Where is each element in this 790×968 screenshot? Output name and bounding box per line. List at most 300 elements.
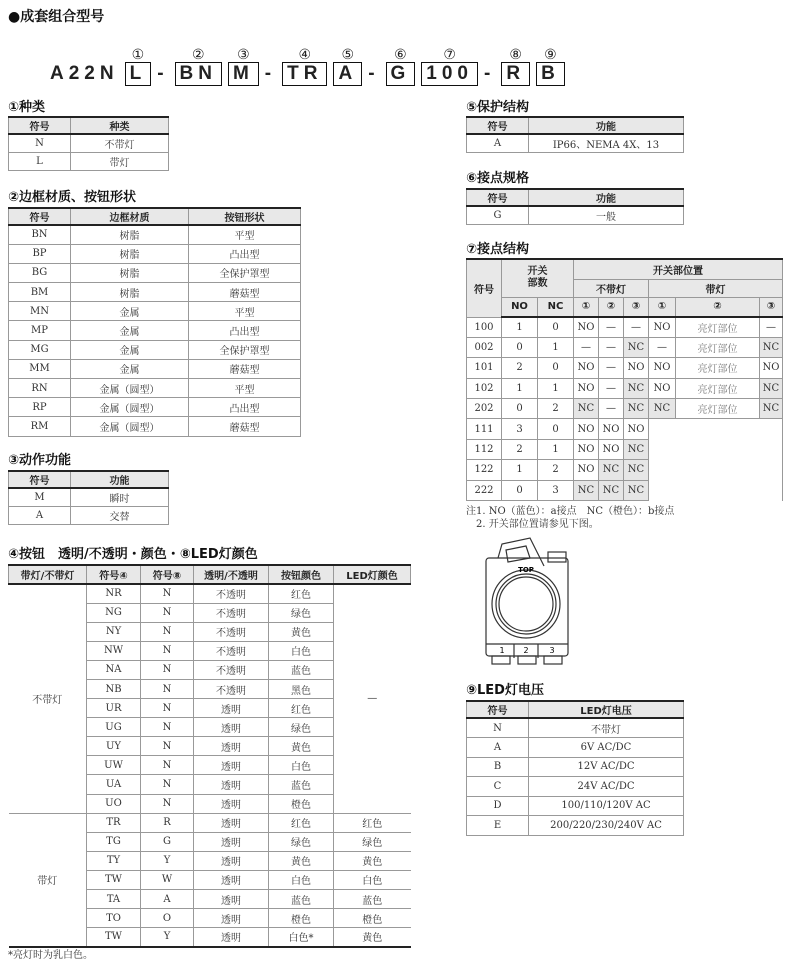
table-cell: 0 [502, 399, 538, 419]
terminal-label: 1 [499, 646, 505, 655]
header-pos: ② [676, 297, 760, 317]
table-cell: NA [87, 660, 141, 679]
table-cell: NC [624, 439, 649, 459]
header-row [467, 189, 684, 206]
table-cell: N [9, 134, 71, 152]
table-cell: G [141, 832, 194, 851]
table-cell: 透明 [194, 909, 269, 928]
table-cell: BM [9, 283, 71, 302]
table-cell: MP [9, 321, 71, 340]
column-header: 带灯/不带灯 [9, 565, 87, 584]
code-number: ③ [237, 46, 250, 62]
table-cell: MN [9, 302, 71, 321]
table-cell: TR [87, 813, 141, 832]
code-number: ⑥ [394, 46, 407, 62]
table-cell: TG [87, 832, 141, 851]
header-position: 开关部位置 [574, 259, 783, 279]
top-label: TOP [518, 566, 534, 574]
code-box: R [501, 62, 530, 86]
table-cell: NC [624, 337, 649, 357]
table-cell: 不透明 [194, 641, 269, 660]
code-number: ⑧ [509, 46, 522, 62]
table-cell: 透明 [194, 775, 269, 794]
table-cell: M [9, 488, 71, 506]
table-cell: — [760, 317, 783, 337]
table-row [467, 757, 684, 777]
table-cell: D [467, 796, 529, 816]
empty-cell [649, 419, 783, 439]
table-cell: N [141, 622, 194, 641]
table-cell: 112 [467, 439, 502, 459]
table-cell: 亮灯部位 [676, 399, 760, 419]
table-cell: 24V AC/DC [529, 777, 684, 797]
table-row [467, 399, 783, 419]
table-cell: 101 [467, 358, 502, 378]
code-text: - [157, 63, 169, 84]
table-cell: 透明 [194, 890, 269, 909]
table-cell: 12V AC/DC [529, 757, 684, 777]
table-cell: TY [87, 851, 141, 870]
table-cell: 1 [538, 337, 574, 357]
table-row [9, 398, 301, 417]
table-cell: B [467, 757, 529, 777]
table-cell: IP66、NEMA 4X、13 [529, 134, 684, 152]
table-cell: NO [599, 419, 624, 439]
table-cell: 树脂 [71, 283, 189, 302]
table-cell: 白色 [269, 756, 334, 775]
table-cell: NO [574, 460, 599, 480]
table-cell: RM [9, 417, 71, 436]
table-cell: 透明 [194, 737, 269, 756]
table-cell: 橙色 [269, 794, 334, 813]
table-cell: 透明 [194, 832, 269, 851]
table-cell: 金属 [71, 321, 189, 340]
footnote: *亮灯时为乳白色。 [8, 950, 93, 961]
table-cell: NO [649, 317, 676, 337]
table-cell: NB [87, 679, 141, 698]
table-cell: C [467, 777, 529, 797]
table-cell: 6V AC/DC [529, 738, 684, 758]
table-row [9, 359, 301, 378]
code-box: M [228, 62, 259, 86]
table-cell: W [141, 870, 194, 889]
terminal-label: 2 [523, 646, 529, 655]
table-cell: 1 [502, 378, 538, 398]
table-cell: UR [87, 699, 141, 718]
table-row [9, 379, 301, 398]
table-cell: 1 [502, 317, 538, 337]
table-cell: 透明 [194, 813, 269, 832]
table-cell: 100 [467, 317, 502, 337]
column-header: LED灯颜色 [334, 565, 411, 584]
code-box: BN [175, 62, 222, 86]
table-cell: TO [87, 909, 141, 928]
table-cell: 黄色 [334, 851, 411, 870]
table-cell: 不透明 [194, 622, 269, 641]
table-cell: NW [87, 641, 141, 660]
table-cell: 黄色 [269, 851, 334, 870]
table-cell: 树脂 [71, 225, 189, 244]
code-segment [175, 46, 222, 86]
table-cell: 黄色 [269, 737, 334, 756]
code-segment [368, 46, 379, 86]
code-segment [265, 46, 276, 86]
table-row [9, 506, 169, 524]
table-cell: 亮灯部位 [676, 378, 760, 398]
group-unlit: 不带灯 [9, 584, 87, 813]
table-row [467, 378, 783, 398]
table-cell: 蓝色 [269, 890, 334, 909]
table-cell: 白色 [269, 641, 334, 660]
code-text: - [484, 63, 496, 84]
table-cell: 黄色 [334, 928, 411, 947]
column-header: 符号 [9, 208, 71, 225]
header-pos: ② [599, 297, 624, 317]
table-cell: 透明 [194, 699, 269, 718]
table-cell: 橙色 [334, 909, 411, 928]
code-segment [282, 46, 327, 86]
table-cell: — [599, 358, 624, 378]
table-cell: — [649, 337, 676, 357]
table-row [467, 480, 783, 500]
table-cell: Y [141, 928, 194, 947]
table-cell: NO [624, 419, 649, 439]
table-cell: NY [87, 622, 141, 641]
table-row [9, 321, 301, 340]
code-number: ② [191, 46, 205, 62]
header-no: NO [502, 297, 538, 317]
table-cell: NO [574, 317, 599, 337]
led-voltage-table [466, 700, 684, 836]
table-cell: N [141, 641, 194, 660]
table-cell: A [467, 738, 529, 758]
table-cell: N [141, 775, 194, 794]
table-cell: 黑色 [269, 679, 334, 698]
table-cell: UY [87, 737, 141, 756]
code-segment [157, 46, 168, 86]
table-cell: 111 [467, 419, 502, 439]
table-cell: BG [9, 263, 71, 282]
table-cell: 透明 [194, 794, 269, 813]
table-row [467, 777, 684, 797]
column-header: LED灯电压 [529, 701, 684, 718]
code-segment [536, 46, 565, 86]
table-cell: 瞬时 [71, 488, 169, 506]
table-cell: NR [87, 584, 141, 603]
table-cell: 凸出型 [189, 244, 301, 263]
table-cell: UG [87, 718, 141, 737]
switch-position-figure [478, 536, 578, 666]
table-cell: 透明 [194, 870, 269, 889]
table-cell: UO [87, 794, 141, 813]
table-row [467, 816, 684, 836]
table-cell: 蘑菇型 [189, 417, 301, 436]
table-row [9, 244, 301, 263]
table-cell: NG [87, 603, 141, 622]
table-cell: N [141, 584, 194, 603]
table-cell: 透明 [194, 928, 269, 947]
table-cell: RN [9, 379, 71, 398]
table-cell: 不带灯 [529, 718, 684, 738]
table-cell: 亮灯部位 [676, 317, 760, 337]
table-cell: 3 [502, 419, 538, 439]
table-cell: 不透明 [194, 679, 269, 698]
table-cell: NC [649, 399, 676, 419]
table-cell: 0 [538, 358, 574, 378]
table-cell: 122 [467, 460, 502, 480]
table-cell: 蓝色 [269, 660, 334, 679]
table-cell: N [141, 603, 194, 622]
header-pos: ① [574, 297, 599, 317]
table-cell: TW [87, 870, 141, 889]
header-symbol: 符号 [467, 259, 502, 317]
table-cell: 002 [467, 337, 502, 357]
section-6-title: ⑥接点规格 [466, 171, 530, 186]
note-1: 注1. NO（蓝色）：a接点 NC（橙色）：b接点 [466, 506, 675, 517]
header-pos: ③ [624, 297, 649, 317]
table-cell: NO [574, 358, 599, 378]
operation-table [8, 470, 169, 525]
code-segment [501, 46, 530, 86]
table-row [467, 718, 684, 738]
protection-table [466, 116, 684, 153]
table-cell: N [141, 699, 194, 718]
table-cell: 2 [538, 460, 574, 480]
table-cell: 透明 [194, 756, 269, 775]
frame-button-table [8, 207, 301, 437]
column-header: 透明/不透明 [194, 565, 269, 584]
column-header: 边框材质 [71, 208, 189, 225]
table-row [9, 263, 301, 282]
table-cell: 凸出型 [189, 398, 301, 417]
table-cell: NO [649, 358, 676, 378]
code-number: ⑨ [544, 46, 557, 62]
table-cell: 白色* [269, 928, 334, 947]
section-1-title: ①种类 [8, 100, 46, 115]
table-cell: NC [760, 378, 783, 398]
table-cell: G [467, 206, 529, 224]
table-cell: N [141, 718, 194, 737]
table-cell: N [141, 660, 194, 679]
code-number: ⑦ [443, 46, 456, 62]
table-row [9, 134, 169, 152]
table-cell: 202 [467, 399, 502, 419]
code-text: - [264, 63, 277, 84]
header-row [467, 701, 684, 718]
table-cell: 树脂 [71, 263, 189, 282]
table-cell: — [599, 378, 624, 398]
table-cell: 凸出型 [189, 321, 301, 340]
table-cell: 1 [502, 460, 538, 480]
empty-cell [649, 460, 783, 480]
code-box: 100 [421, 62, 478, 86]
type-table [8, 116, 169, 171]
section-9-title: ⑨LED灯电压 [466, 683, 544, 698]
table-cell: NO [624, 358, 649, 378]
column-header: 功能 [529, 189, 684, 206]
table-cell: 222 [467, 480, 502, 500]
code-segment [421, 46, 478, 86]
table-cell: 0 [502, 337, 538, 357]
table-cell: — [599, 399, 624, 419]
code-box: G [386, 62, 416, 86]
table-cell: MM [9, 359, 71, 378]
table-cell: NO [599, 439, 624, 459]
table-cell: N [141, 679, 194, 698]
table-cell: 黄色 [269, 622, 334, 641]
table-cell: 1 [538, 378, 574, 398]
table-row [467, 134, 684, 152]
group-lit: 带灯 [9, 813, 87, 947]
section-4-title: ④按钮 透明/不透明・颜色・⑧LED灯颜色 [8, 547, 258, 562]
table-cell: N [141, 737, 194, 756]
column-header: 符号④ [87, 565, 141, 584]
table-cell: A [467, 134, 529, 152]
table-row [9, 584, 411, 603]
button-color-table [8, 564, 411, 948]
section-3-title: ③动作功能 [8, 453, 72, 468]
code-box: A [333, 62, 362, 86]
header-row [9, 471, 169, 488]
table-cell: Y [141, 851, 194, 870]
empty-cell [649, 480, 783, 500]
table-cell: NC [574, 399, 599, 419]
header-pos: ③ [760, 297, 783, 317]
section-7-title: ⑦接点结构 [466, 242, 530, 257]
table-cell: 金属 [71, 359, 189, 378]
table-cell: 橙色 [269, 909, 334, 928]
contact-notes [466, 505, 674, 531]
table-cell: 2 [502, 439, 538, 459]
table-cell: NC [624, 399, 649, 419]
table-cell: 不透明 [194, 603, 269, 622]
table-cell: 2 [538, 399, 574, 419]
code-number: ⑤ [341, 46, 355, 62]
header-nc: NC [538, 297, 574, 317]
column-header: 按钮颜色 [269, 565, 334, 584]
table-row [9, 302, 301, 321]
table-cell: 透明 [194, 851, 269, 870]
header-count: 开关 部数 [502, 259, 574, 297]
table-row [9, 488, 169, 506]
table-cell: 1 [538, 439, 574, 459]
table-cell: — [599, 337, 624, 357]
header-row [9, 565, 411, 584]
table-cell: 绿色 [334, 832, 411, 851]
code-segment [50, 46, 119, 86]
code-number: ① [131, 46, 145, 62]
table-cell: 金属 [71, 340, 189, 359]
header-row [9, 208, 301, 225]
table-cell: 带灯 [71, 152, 169, 170]
code-segment [228, 46, 259, 86]
table-cell: N [141, 756, 194, 775]
table-row [9, 417, 301, 436]
table-cell: 绿色 [269, 832, 334, 851]
table-cell: NC [624, 378, 649, 398]
table-cell: 102 [467, 378, 502, 398]
page-title: ●成套组合型号 [8, 9, 105, 25]
header-lit: 带灯 [649, 279, 783, 297]
table-cell: 红色 [269, 813, 334, 832]
note-2: 2. 开关部位置请参见下图。 [466, 519, 599, 530]
table-row [467, 796, 684, 816]
table-cell: NC [599, 480, 624, 500]
section-2-title: ②边框材质、按钮形状 [8, 190, 137, 205]
table-row [9, 340, 301, 359]
table-cell: 蘑菇型 [189, 359, 301, 378]
table-cell: 蓝色 [269, 775, 334, 794]
table-cell: 一般 [529, 206, 684, 224]
table-cell: 全保护罩型 [189, 340, 301, 359]
column-header: 符号 [467, 189, 529, 206]
table-cell: NO [574, 378, 599, 398]
code-segment [386, 46, 416, 86]
table-cell: NC [760, 399, 783, 419]
table-cell: 0 [538, 419, 574, 439]
table-cell: BN [9, 225, 71, 244]
column-header: 符号 [467, 701, 529, 718]
table-cell: TA [87, 890, 141, 909]
table-cell: 不带灯 [71, 134, 169, 152]
contact-spec-table [466, 188, 684, 225]
empty-cell [649, 439, 783, 459]
table-cell: 平型 [189, 302, 301, 321]
table-cell: O [141, 909, 194, 928]
table-cell: 全保护罩型 [189, 263, 301, 282]
table-cell: 金属 [71, 302, 189, 321]
column-header: 符号 [467, 117, 529, 134]
table-cell: 蓝色 [334, 890, 411, 909]
code-segment [333, 46, 362, 86]
table-cell: NO [574, 419, 599, 439]
table-cell: 金属（圆型） [71, 398, 189, 417]
table-cell: 白色 [334, 870, 411, 889]
table-cell: 金属（圆型） [71, 417, 189, 436]
table-cell: NC [624, 480, 649, 500]
table-cell: — [624, 317, 649, 337]
table-cell: — [574, 337, 599, 357]
code-text: - [368, 63, 380, 84]
terminal-label: 3 [549, 646, 555, 655]
table-cell: NC [624, 460, 649, 480]
table-cell: 平型 [189, 225, 301, 244]
table-cell: NO [649, 378, 676, 398]
table-cell: E [467, 816, 529, 836]
table-cell: NO [574, 439, 599, 459]
code-box: L [125, 62, 152, 86]
table-cell: NC [599, 460, 624, 480]
table-cell: 交替 [71, 506, 169, 524]
table-cell: 0 [538, 317, 574, 337]
table-cell: 不透明 [194, 660, 269, 679]
column-header: 符号 [9, 471, 71, 488]
table-cell: 树脂 [71, 244, 189, 263]
table-row [9, 225, 301, 244]
code-segment [125, 46, 152, 86]
code-text: A22N [50, 63, 119, 84]
table-cell: NO [760, 358, 783, 378]
table-row [9, 283, 301, 302]
table-cell: 100/110/120V AC [529, 796, 684, 816]
table-cell: N [141, 794, 194, 813]
column-header: 符号⑧ [141, 565, 194, 584]
table-cell: 200/220/230/240V AC [529, 816, 684, 836]
table-cell: L [9, 152, 71, 170]
column-header: 功能 [529, 117, 684, 134]
table-row [467, 337, 783, 357]
table-row [467, 419, 783, 439]
